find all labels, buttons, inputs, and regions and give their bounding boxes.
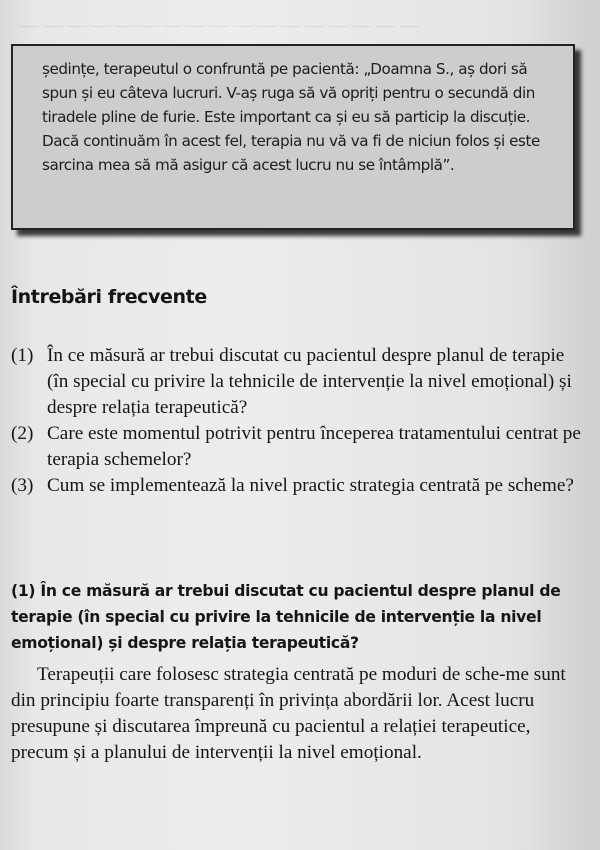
- section-heading: Întrebări frecvente: [11, 286, 207, 308]
- faq-question: În ce măsură ar trebui discutat cu pacientul despre planul de terapie (în special cu privire la tehnicile de intervenție la nivel emoțional) și despre relația terapeutică?: [47, 345, 572, 418]
- faq-item: [11, 473, 589, 499]
- faq-question: Cum se implementează la nivel practic strategia centrată pe scheme?: [47, 475, 574, 496]
- faq-item: [11, 421, 589, 473]
- answer-paragraph: Terapeuții care folosesc strategia centrată pe moduri de sche-me sunt din principiu foarte transparenți în privința abordării lor. Acest lucru presupune și discutarea împreună cu pacientul a relației terapeutice, precum și a planului de intervenții la nivel emoțional.: [11, 664, 566, 763]
- faq-list: [11, 343, 589, 499]
- faq-question: Care este momentul potrivit pentru începerea tratamentului centrat pe terapia schemelor?: [47, 423, 581, 470]
- bleed-through-text: — — — — — — — — — — — — — — — — —: [20, 15, 419, 36]
- faq-number: (3): [11, 475, 34, 496]
- faq-number: (2): [11, 423, 34, 444]
- answer-heading: (1) În ce măsură ar trebui discutat cu pacientul despre planul de terapie (în special cu privire la tehnicile de intervenție la nivel emoțional) și despre relația terapeutică?: [11, 582, 561, 652]
- faq-item: [11, 343, 589, 421]
- quote-text: ședințe, terapeutul o confruntă pe pacientă: „Doamna S., aș dori să spun și eu câteva lucruri. V-aș ruga să vă opriți pentru o secundă din tiradele pline de furie. Este important ca și eu să particip la discuție. Dacă continuăm în acest fel, terapia nu vă va fi de niciun folos și este sarcina mea să mă asigur că acest lucru nu se întâmplă”.: [42, 60, 540, 174]
- quote-box: [11, 44, 575, 230]
- faq-number: (1): [11, 345, 34, 366]
